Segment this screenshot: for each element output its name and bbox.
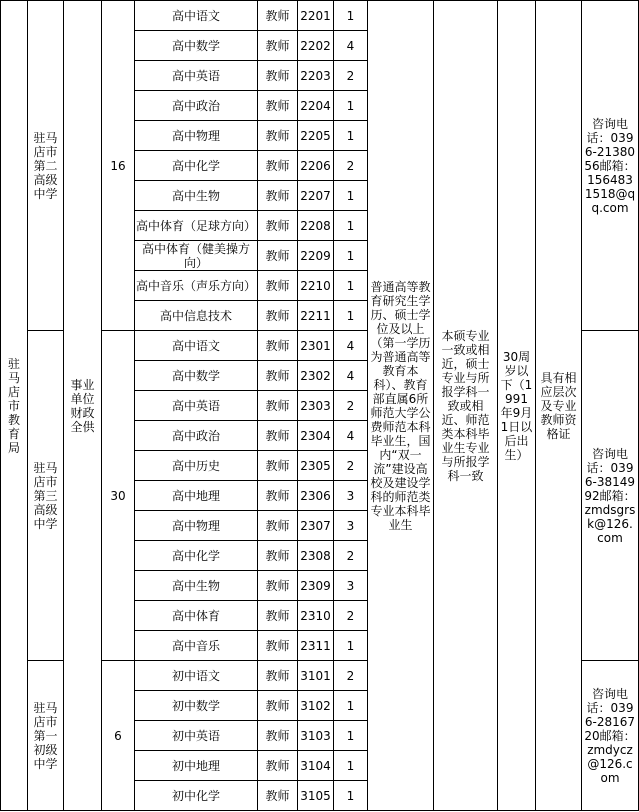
position-subject-cell: 高中物理	[135, 121, 258, 151]
position-count-cell: 4	[334, 361, 368, 391]
position-type-cell: 教师	[258, 1, 298, 31]
position-code-cell: 2208	[298, 211, 334, 241]
position-subject-cell: 高中体育	[135, 601, 258, 631]
major-requirement-cell: 本硕专业一致或相近，硕士专业与所报学科一致或相近、师范类本科毕业生专业与所报学科一致	[434, 1, 498, 811]
position-code-cell: 2305	[298, 451, 334, 481]
position-subject-cell: 高中政治	[135, 91, 258, 121]
position-count-cell: 1	[334, 121, 368, 151]
position-code-cell: 2202	[298, 31, 334, 61]
position-type-cell: 教师	[258, 661, 298, 691]
employer-cell: 驻马店市教育局	[1, 1, 28, 811]
position-type-cell: 教师	[258, 781, 298, 811]
position-code-cell: 3102	[298, 691, 334, 721]
position-type-cell: 教师	[258, 571, 298, 601]
funding-cell: 事业单位财政全供	[64, 1, 102, 811]
position-subject-cell: 高中政治	[135, 421, 258, 451]
position-subject-cell: 初中语文	[135, 661, 258, 691]
qualification-requirement-cell: 具有相应层次及专业教师资格证	[536, 1, 582, 811]
position-subject-cell: 高中语文	[135, 331, 258, 361]
position-subject-cell: 高中数学	[135, 361, 258, 391]
position-count-cell: 1	[334, 781, 368, 811]
position-code-cell: 2311	[298, 631, 334, 661]
contact-cell: 咨询电话：0396-2816720邮箱：zmdycz@126.com	[582, 661, 639, 811]
position-count-cell: 2	[334, 601, 368, 631]
position-type-cell: 教师	[258, 31, 298, 61]
position-code-cell: 2303	[298, 391, 334, 421]
position-subject-cell: 初中数学	[135, 691, 258, 721]
position-subject-cell: 高中化学	[135, 151, 258, 181]
position-count-cell: 2	[334, 61, 368, 91]
position-type-cell: 教师	[258, 121, 298, 151]
position-count-cell: 2	[334, 451, 368, 481]
position-type-cell: 教师	[258, 721, 298, 751]
position-code-cell: 3103	[298, 721, 334, 751]
contact-cell: 咨询电话：0396-2138056邮箱：1564831518@qq.com	[582, 1, 639, 331]
position-subject-cell: 高中历史	[135, 451, 258, 481]
position-code-cell: 2306	[298, 481, 334, 511]
position-code-cell: 2211	[298, 301, 334, 331]
position-count-cell: 1	[334, 271, 368, 301]
position-subject-cell: 初中化学	[135, 781, 258, 811]
position-code-cell: 2301	[298, 331, 334, 361]
position-type-cell: 教师	[258, 391, 298, 421]
school-total-cell: 30	[102, 331, 135, 661]
school-total-cell: 16	[102, 1, 135, 331]
position-type-cell: 教师	[258, 211, 298, 241]
position-subject-cell: 高中生物	[135, 181, 258, 211]
position-count-cell: 1	[334, 301, 368, 331]
position-code-cell: 3105	[298, 781, 334, 811]
position-code-cell: 3101	[298, 661, 334, 691]
position-subject-cell: 高中英语	[135, 61, 258, 91]
position-type-cell: 教师	[258, 631, 298, 661]
position-code-cell: 2310	[298, 601, 334, 631]
position-subject-cell: 高中音乐	[135, 631, 258, 661]
position-type-cell: 教师	[258, 751, 298, 781]
position-code-cell: 2207	[298, 181, 334, 211]
position-count-cell: 2	[334, 391, 368, 421]
position-type-cell: 教师	[258, 151, 298, 181]
school-name-cell: 驻马店市第二高级中学	[28, 1, 64, 331]
position-type-cell: 教师	[258, 361, 298, 391]
position-type-cell: 教师	[258, 331, 298, 361]
position-code-cell: 2302	[298, 361, 334, 391]
position-count-cell: 1	[334, 721, 368, 751]
table-row	[1, 1, 639, 31]
position-type-cell: 教师	[258, 691, 298, 721]
position-subject-cell: 高中音乐（声乐方向）	[135, 271, 258, 301]
position-count-cell: 2	[334, 661, 368, 691]
position-type-cell: 教师	[258, 601, 298, 631]
position-count-cell: 2	[334, 151, 368, 181]
position-type-cell: 教师	[258, 301, 298, 331]
position-code-cell: 2206	[298, 151, 334, 181]
position-subject-cell: 高中体育（足球方向）	[135, 211, 258, 241]
position-code-cell: 2205	[298, 121, 334, 151]
position-subject-cell: 高中英语	[135, 391, 258, 421]
position-code-cell: 2309	[298, 571, 334, 601]
position-type-cell: 教师	[258, 271, 298, 301]
position-subject-cell: 高中生物	[135, 571, 258, 601]
position-subject-cell: 高中数学	[135, 31, 258, 61]
position-count-cell: 4	[334, 421, 368, 451]
position-count-cell: 1	[334, 751, 368, 781]
position-count-cell: 3	[334, 481, 368, 511]
position-subject-cell: 高中体育（健美操方向）	[135, 241, 258, 271]
position-type-cell: 教师	[258, 481, 298, 511]
position-type-cell: 教师	[258, 451, 298, 481]
position-code-cell: 2209	[298, 241, 334, 271]
position-type-cell: 教师	[258, 421, 298, 451]
position-subject-cell: 高中信息技术	[135, 301, 258, 331]
position-subject-cell: 高中地理	[135, 481, 258, 511]
position-count-cell: 1	[334, 181, 368, 211]
position-type-cell: 教师	[258, 541, 298, 571]
position-subject-cell: 初中地理	[135, 751, 258, 781]
position-count-cell: 1	[334, 211, 368, 241]
position-code-cell: 3104	[298, 751, 334, 781]
position-count-cell: 1	[334, 691, 368, 721]
position-code-cell: 2307	[298, 511, 334, 541]
position-count-cell: 4	[334, 31, 368, 61]
age-requirement-cell: 30周岁以下（1991年9月1日以后出生）	[498, 1, 536, 811]
position-type-cell: 教师	[258, 181, 298, 211]
position-subject-cell: 初中英语	[135, 721, 258, 751]
position-subject-cell: 高中物理	[135, 511, 258, 541]
contact-cell: 咨询电话：0396-3814992邮箱：zmdsgrsk@126.com	[582, 331, 639, 661]
position-code-cell: 2308	[298, 541, 334, 571]
position-count-cell: 2	[334, 541, 368, 571]
position-subject-cell: 高中语文	[135, 1, 258, 31]
school-name-cell: 驻马店市第三高级中学	[28, 331, 64, 661]
position-type-cell: 教师	[258, 511, 298, 541]
position-code-cell: 2203	[298, 61, 334, 91]
position-count-cell: 1	[334, 1, 368, 31]
school-total-cell: 6	[102, 661, 135, 811]
position-code-cell: 2201	[298, 1, 334, 31]
position-type-cell: 教师	[258, 91, 298, 121]
position-type-cell: 教师	[258, 241, 298, 271]
position-count-cell: 1	[334, 91, 368, 121]
school-name-cell: 驻马店市第一初级中学	[28, 661, 64, 811]
position-subject-cell: 高中化学	[135, 541, 258, 571]
position-code-cell: 2210	[298, 271, 334, 301]
position-type-cell: 教师	[258, 61, 298, 91]
position-count-cell: 1	[334, 241, 368, 271]
education-requirement-cell: 普通高等教育研究生学历、硕士学位及以上（第一学历为普通高等教育本科）、教育部直属6所师范大学公费师范本科毕业生，国内“双一流”建设高校及建设学科的师范类专业本科毕业生	[368, 1, 434, 811]
position-count-cell: 3	[334, 511, 368, 541]
position-count-cell: 3	[334, 571, 368, 601]
position-code-cell: 2204	[298, 91, 334, 121]
position-code-cell: 2304	[298, 421, 334, 451]
position-count-cell: 4	[334, 331, 368, 361]
position-count-cell: 1	[334, 631, 368, 661]
